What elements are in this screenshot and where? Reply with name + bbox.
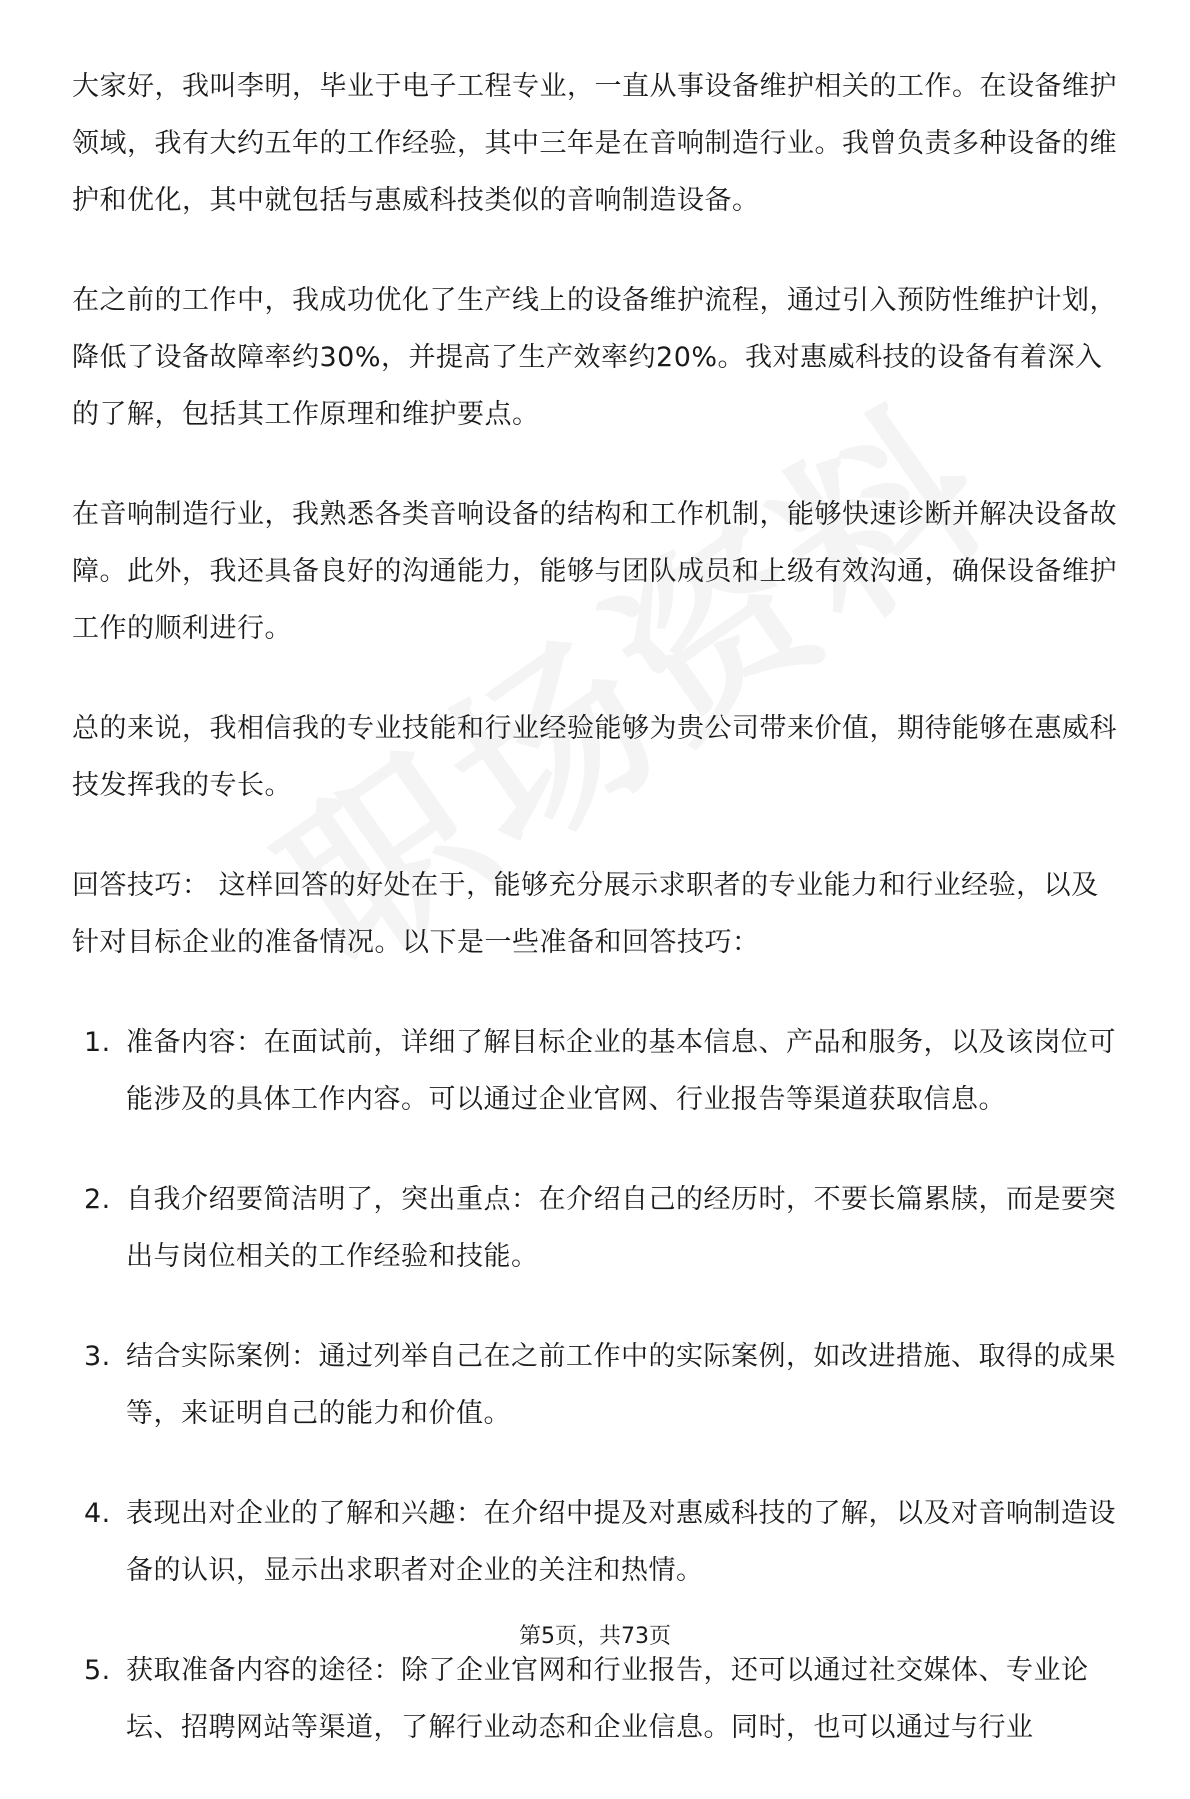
list-item-text: 表现出对企业的了解和兴趣：在介绍中提及对惠威科技的了解，以及对音响制造设备的认识，显示出求职者对企业的关注和热情。 [126,1498,1116,1586]
list-item-text: 结合实际案例：通过列举自己在之前工作中的实际案例，如改进措施、取得的成果等，来证明自己的能力和价值。 [126,1341,1116,1429]
document-body [72,58,1118,1799]
paragraph-skills: 在音响制造行业，我熟悉各类音响设备的结构和工作机制，能够快速诊断并解决设备故障。此外，我还具备良好的沟通能力，能够与团队成员和上级有效沟通，确保设备维护工作的顺利进行。 [72,499,1117,644]
list-item-text: 自我介绍要简洁明了，突出重点：在介绍自己的经历时，不要长篇累牍，而是要突出与岗位相关的工作经验和技能。 [126,1184,1116,1272]
page-number: 第5页，共73页 [519,1624,671,1649]
list-item-number: 1. [84,1027,111,1058]
paragraph-achievements: 在之前的工作中，我成功优化了生产线上的设备维护流程，通过引入预防性维护计划，降低了设备故障率约30%，并提高了生产效率约20%。我对惠威科技的设备有着深入的了解，包括其工作原理和维护要点。 [72,285,1117,430]
list-item [72,1328,1118,1442]
list-item-number: 2. [84,1184,111,1215]
list-item [72,1171,1118,1285]
paragraph-intro: 大家好，我叫李明，毕业于电子工程专业，一直从事设备维护相关的工作。在设备维护领域，我有大约五年的工作经验，其中三年是在音响制造行业。我曾负责多种设备的维护和优化，其中就包括与惠威科技类似的音响制造设备。 [72,71,1117,216]
list-item-number: 3. [84,1341,111,1372]
list-item-text: 获取准备内容的途径：除了企业官网和行业报告，还可以通过社交媒体、专业论坛、招聘网站等渠道，了解行业动态和企业信息。同时，也可以通过与行业 [126,1655,1089,1743]
list-item [72,1485,1118,1599]
list-item-text: 准备内容：在面试前，详细了解目标企业的基本信息、产品和服务，以及该岗位可能涉及的具体工作内容。可以通过企业官网、行业报告等渠道获取信息。 [126,1027,1116,1115]
paragraph-summary: 总的来说，我相信我的专业技能和行业经验能够为贵公司带来价值，期待能够在惠威科技发挥我的专长。 [72,713,1117,801]
paragraph-answer-tips: 回答技巧： 这样回答的好处在于，能够充分展示求职者的专业能力和行业经验，以及针对目标企业的准备情况。以下是一些准备和回答技巧： [72,870,1099,958]
list-item [72,1014,1118,1128]
list-item [72,1642,1118,1756]
list-item-number: 5. [84,1655,111,1686]
list-item-number: 4. [84,1498,111,1529]
